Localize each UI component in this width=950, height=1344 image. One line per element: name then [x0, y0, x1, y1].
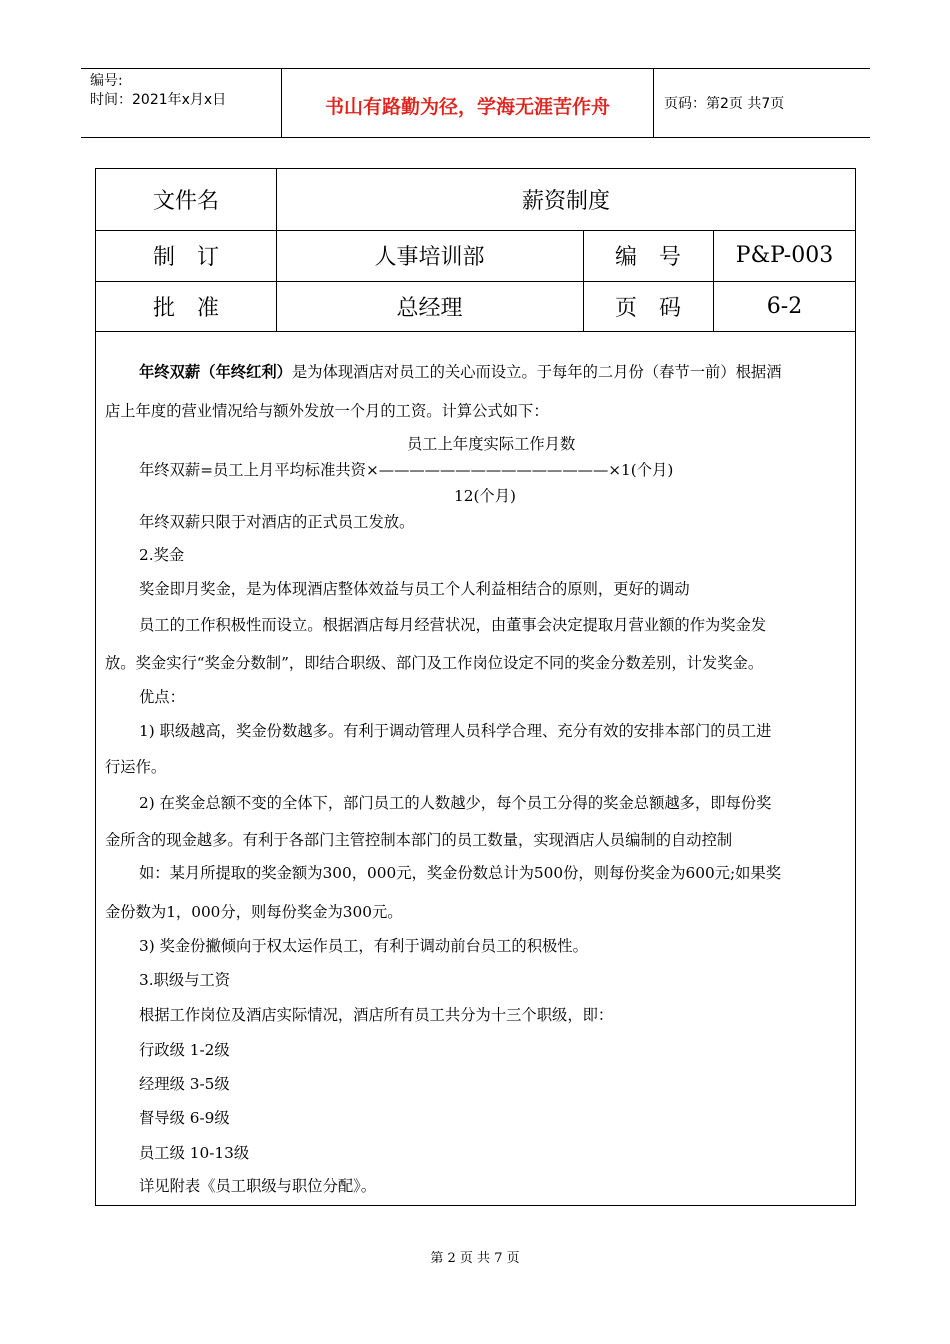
row-divider: [96, 331, 855, 332]
doc-number-label: 编号:: [90, 73, 123, 89]
page-footer: 第 2 页 共 7 页: [430, 1251, 520, 1266]
section-heading: 2.奖金: [139, 546, 185, 564]
grade-item: 行政级 1-2级: [139, 1041, 230, 1059]
list-item: 金所含的现金越多。有利于各部门主管控制本部门的员工数量，实现酒店人员编制的自动控制: [105, 831, 733, 849]
formula: 年终双薪=员工上月平均标准共资×———————————————×1(个月): [139, 461, 674, 479]
paragraph-line: 年终双薪只限于对酒店的正式员工发放。: [139, 513, 415, 531]
approve-label: 批 准: [152, 295, 219, 321]
header-page-info: 页码：第2页 共7页: [664, 96, 785, 112]
header-meta: [81, 69, 281, 137]
grade-item: 督导级 6-9级: [139, 1109, 230, 1127]
bonus-term: 年终双薪（年终红利）: [139, 363, 292, 381]
filename-value: 薪资制度: [521, 189, 610, 214]
filename-label: 文件名: [152, 189, 219, 214]
paragraph-line: 根据工作岗位及酒店实际情况，酒店所有员工共分为十三个职级，即：: [139, 1006, 614, 1024]
paragraph-line: 优点：: [139, 688, 185, 706]
formula-numerator: 员工上年度实际工作月数: [407, 435, 576, 453]
list-item: 3) 奖金份撇倾向于权太运作员工，有利于调动前台员工的积极性。: [139, 937, 588, 955]
number-label: 编 号: [614, 245, 681, 270]
list-item: 行运作。: [105, 758, 167, 776]
paragraph-line: 金份数为1，000分，则每份奖金为300元。: [105, 903, 403, 921]
paragraph-line: 年终双薪（年终红利）是为体现酒店对员工的关心而设立。于每年的二月份（春节一前）根据酒: [139, 363, 782, 381]
paragraph-line: 详见附表《员工职级与职位分配》。: [139, 1177, 377, 1195]
list-item: 1) 职级越高，奖金份数越多。有利于调动管理人员科学合理、充分有效的安排本部门的员工进: [139, 722, 772, 740]
number-value: P&P-003: [735, 243, 834, 268]
made-label: 制 订: [152, 245, 219, 270]
page-header: [81, 68, 870, 138]
paragraph-line: 店上年度的营业情况给与额外发放一个月的工资。计算公式如下：: [105, 402, 549, 420]
section-heading: 3.职级与工资: [139, 971, 231, 989]
grade-item: 员工级 10-13级: [139, 1144, 250, 1162]
paragraph-line: 放。奖金实行“奖金分数制”，即结合职级、部门及工作岗位设定不同的奖金分数差别，计发奖金。: [105, 654, 764, 672]
list-item: 2) 在奖金总额不变的全体下，部门员工的人数越少，每个员工分得的奖金总额越多，即每份奖: [139, 794, 772, 812]
document-form: [95, 168, 856, 1206]
formula-denominator: 12(个月): [454, 487, 516, 505]
header-motto: 书山有路勤为径，学海无涯苦作舟: [281, 69, 654, 137]
paragraph-line: 奖金即月奖金，是为体现酒店整体效益与员工个人利益相结合的原则，更好的调动: [139, 580, 690, 598]
paragraph-line: 员工的工作积极性而设立。根据酒店每月经营状况，由董事会决定提取月营业额的作为奖金发: [139, 616, 767, 634]
doc-date: 时间：2021年x月x日: [90, 92, 227, 108]
page-value: 6-2: [766, 293, 803, 319]
grade-item: 经理级 3-5级: [139, 1075, 230, 1093]
approve-value: 总经理: [396, 295, 463, 321]
paragraph-line: 如：某月所提取的奖金额为300，000元，奖金份数总计为500份，则每份奖金为600元;如果奖: [139, 864, 782, 882]
made-value: 人事培训部: [374, 245, 485, 270]
page-label: 页 码: [614, 295, 681, 321]
